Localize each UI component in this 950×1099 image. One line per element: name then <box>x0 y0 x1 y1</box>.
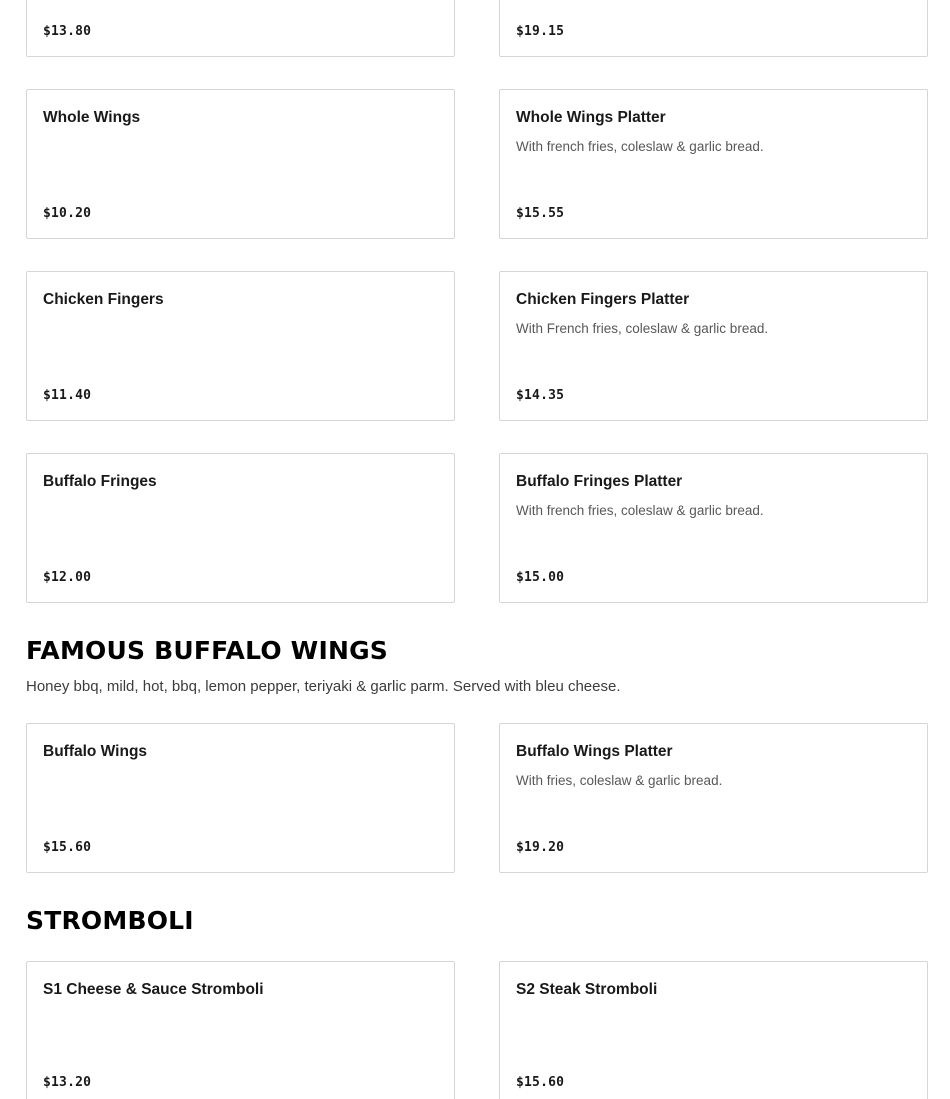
menu-item-whole-wings[interactable] <box>26 89 455 239</box>
menu-item-chicken-fingers-platter[interactable] <box>499 271 928 421</box>
item-price: $12.00 <box>43 570 92 585</box>
item-name: Buffalo Wings Platter <box>516 743 673 760</box>
menu-item-card[interactable] <box>499 0 928 57</box>
item-name: Whole Wings <box>43 109 141 126</box>
item-price: $13.80 <box>43 24 92 39</box>
menu-item-buffalo-wings-platter[interactable] <box>499 723 928 873</box>
item-description: With French fries, coleslaw & garlic bread. <box>516 321 769 336</box>
item-price: $15.55 <box>516 206 565 221</box>
section-title-stromboli: STROMBOLI <box>26 906 194 935</box>
menu-item-buffalo-wings[interactable] <box>26 723 455 873</box>
menu-item-card[interactable] <box>26 0 455 57</box>
menu-item-whole-wings-platter[interactable] <box>499 89 928 239</box>
menu-item-buffalo-fringes[interactable] <box>26 453 455 603</box>
item-name: Buffalo Fringes Platter <box>516 473 683 490</box>
menu-item-s2-steak-stromboli[interactable] <box>499 961 928 1099</box>
item-description: With fries, coleslaw & garlic bread. <box>516 773 723 788</box>
item-price: $15.00 <box>516 570 565 585</box>
item-name: Chicken Fingers <box>43 291 164 308</box>
section-title-famous-buffalo-wings: FAMOUS BUFFALO WINGS <box>26 636 389 665</box>
item-price: $10.20 <box>43 206 92 221</box>
item-description: With french fries, coleslaw & garlic bread. <box>516 503 764 518</box>
item-price: $19.15 <box>516 24 565 39</box>
item-name: S1 Cheese & Sauce Stromboli <box>43 981 264 998</box>
item-name: Buffalo Wings <box>43 743 148 760</box>
menu-item-chicken-fingers[interactable] <box>26 271 455 421</box>
item-name: Buffalo Fringes <box>43 473 157 490</box>
item-price: $15.60 <box>43 840 92 855</box>
item-name: S2 Steak Stromboli <box>516 981 658 998</box>
menu-item-buffalo-fringes-platter[interactable] <box>499 453 928 603</box>
item-price: $13.20 <box>43 1075 92 1090</box>
menu-item-s1-cheese-sauce-stromboli[interactable] <box>26 961 455 1099</box>
item-price: $11.40 <box>43 388 92 403</box>
item-name: Whole Wings Platter <box>516 109 666 126</box>
item-name: Chicken Fingers Platter <box>516 291 690 308</box>
item-price: $15.60 <box>516 1075 565 1090</box>
item-price: $19.20 <box>516 840 565 855</box>
section-description: Honey bbq, mild, hot, bbq, lemon pepper, teriyaki & garlic parm. Served with bleu cheese. <box>26 678 621 695</box>
item-price: $14.35 <box>516 388 565 403</box>
item-description: With french fries, coleslaw & garlic bread. <box>516 139 764 154</box>
